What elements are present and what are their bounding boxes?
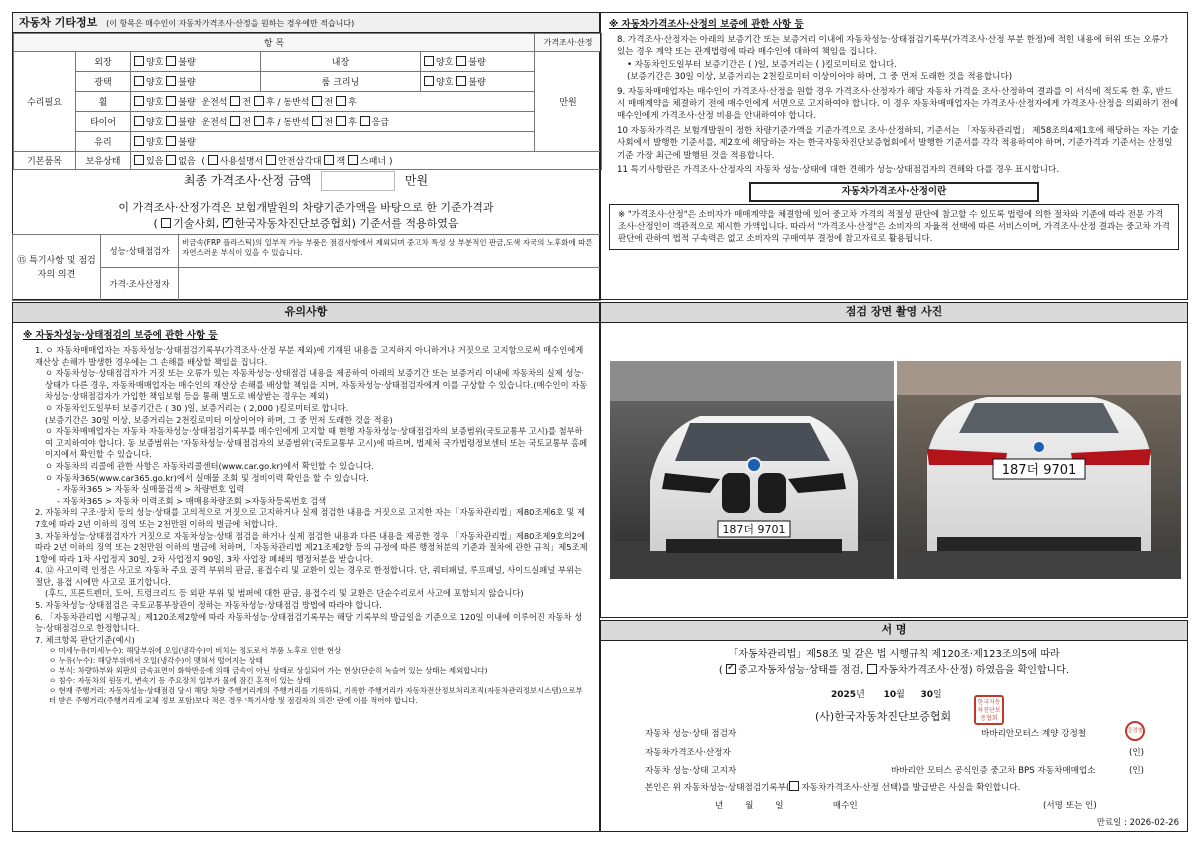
special-notes-table bbox=[12, 234, 601, 301]
row-glass: 유리 bbox=[76, 132, 131, 152]
other-info-title: 자동차 기타정보 bbox=[19, 16, 98, 29]
rear-car-photo bbox=[897, 361, 1181, 579]
row-tire: 타이어 bbox=[76, 112, 131, 132]
notes-item: (후드, 프론트펜더, 도어, 트렁크리드 등 외판 부위 및 범퍼에 대한 판금, 용접수리 및 교환은 단순수리로서 사고에 포함되지 않습니다) bbox=[45, 588, 524, 599]
other-info-table bbox=[13, 33, 602, 170]
signer-row-3: 자동차 성능·상태 고지자 바바리안 모터스 공식인증 중고차 BPS 자동차매매업소 (인) bbox=[645, 766, 1145, 776]
other-info-note: (이 항목은 매수인이 자동차가격조사·산정을 원하는 경우에만 적습니다) bbox=[106, 19, 355, 28]
signer-row-2: 자동차가격조사·산정자 (인) bbox=[645, 748, 1145, 758]
possession-no-checkbox[interactable] bbox=[166, 155, 176, 165]
signature-line1: 「자동차관리법」제58조 및 같은 법 시행규칙 제120조·제123조의5에 따라 bbox=[728, 649, 1060, 660]
front-car-photo bbox=[610, 361, 894, 579]
other-info-section bbox=[12, 12, 600, 300]
kaida-checkbox[interactable] bbox=[223, 218, 233, 228]
gloss-bad-checkbox[interactable] bbox=[166, 76, 176, 86]
notes-item: 5. 자동차성능·상태점검은 국토교통부장관이 정하는 자동차성능·상태점검 방법에 따라야 합니다. bbox=[35, 600, 382, 611]
special-price-label: 가격·조사산정자 bbox=[101, 268, 179, 301]
basis-line-2: ( 기술사회, ✓ 한국자동차진단보증협회) 기준서를 적용하였음 bbox=[13, 215, 599, 231]
rear-plate-text: 187더 9701 bbox=[1001, 463, 1077, 478]
manual-checkbox[interactable] bbox=[208, 155, 218, 165]
front-car-image bbox=[610, 361, 894, 579]
tripod-checkbox[interactable] bbox=[266, 155, 276, 165]
basic-items-label: 기본품목 bbox=[14, 152, 76, 170]
interior-bad-checkbox[interactable] bbox=[456, 56, 466, 66]
notes-section bbox=[12, 302, 600, 832]
interior-good-checkbox[interactable] bbox=[424, 56, 434, 66]
price-unit: 만원 bbox=[535, 52, 602, 152]
glass-options: 양호 불량 bbox=[131, 132, 535, 152]
exterior-options: 양호 불량 bbox=[131, 52, 261, 72]
rear-car-image bbox=[897, 361, 1181, 579]
what-is-price-title: 자동차가격조사·산정이란 bbox=[749, 182, 1039, 202]
signer-row-1: 자동차 성능·상태 점검자 바바리안모터스 계양 강정철 강정철 bbox=[645, 727, 1175, 739]
final-price-input[interactable] bbox=[321, 171, 395, 191]
tire-driver-rear-checkbox[interactable] bbox=[254, 116, 264, 126]
col-item-header: 항 목 bbox=[14, 34, 535, 52]
row-wheel: 휠 bbox=[76, 92, 131, 112]
glass-bad-checkbox[interactable] bbox=[166, 136, 176, 146]
glass-good-checkbox[interactable] bbox=[134, 136, 144, 146]
exterior-bad-checkbox[interactable] bbox=[166, 56, 176, 66]
final-price-unit: 만원 bbox=[404, 173, 429, 188]
what-is-price-box: ※ "가격조사·산정"은 소비자가 매매계약을 체결함에 있어 중고차 가격의 적절성 판단에 참고할 수 있도록 법령에 의한 절차와 기준에 따라 전문 가격조사·산정인이 객관적으로 제시한 가액입니다. 따라서 "가격조사·산정"은 소비자의 자율적 선택에 따른 서비스이며, 가격조사·산정 결과는 중고차 가격판단에 관하여 법적 구속력은 없고 소비자의 구매여부 결정에 참고자료로 활용됩니다. bbox=[609, 204, 1179, 250]
row-room-cleaning: 룸 크리닝 bbox=[261, 72, 421, 92]
criteria-item: ㅇ 미세누유(미세누수): 해당부위에 오일(냉각수)이 비치는 정도로서 부품 노후로 인한 현상 bbox=[49, 646, 342, 656]
notes-item: 7. 체크항목 판단기준(예시) bbox=[35, 634, 135, 645]
notes-item: 6. 「자동차관리법 시행규칙」제120조제2항에 따라 자동차성능·상태점검기록부는 해당 기록부의 발급일을 기준으로 120일 이내에 이루어진 자동차 성능·상태점검으로 한정합니다. bbox=[35, 611, 583, 634]
interior-options: 양호 불량 bbox=[421, 52, 535, 72]
tire-good-checkbox[interactable] bbox=[134, 116, 144, 126]
criteria-item: ㅇ 현재 주행거리: 자동차성능·상태점검 당시 해당 차량 주행거리계의 주행거리를 기록하되, 기록한 주행거리가 자동차전산정보처리조직(자동차관리정보시스템)으로부터 받은 주행거리(주행거리계 교체 정보 포함)보다 적은 경우 '특기사항 및 점검자의 의견' 란에 이를 적어야 합니다. bbox=[49, 686, 583, 706]
inspector-seal: 강정철 bbox=[1125, 721, 1145, 741]
notes-item: 1. ㅇ 자동차매매업자는 자동차성능·상태점검기록부(가격조사·산정 부분 제외)에 기재된 내용을 고지하지 아니하거나 거짓으로 고지함으로써 매수인에게 재산상 손해가 발생한 경우에는 그 손해를 배상할 책임을 집니다. bbox=[35, 345, 584, 367]
tire-passenger-front-checkbox[interactable] bbox=[312, 116, 322, 126]
photos-title: 점검 장면 촬영 사진 bbox=[601, 303, 1187, 323]
possession-yes-checkbox[interactable] bbox=[134, 155, 144, 165]
guarantee-p8b: • 자동차인도일부터 보증기간은 ( )일, 보증거리는 ( )킬로미터로 합니다. bbox=[627, 59, 897, 70]
other-info-header bbox=[13, 13, 599, 33]
photos-section bbox=[600, 302, 1188, 618]
notes-item: - 자동차365 > 자동차 실매물검색 > 차량번호 입력 bbox=[57, 484, 245, 495]
notes-item: ㅇ 자동차의 리콜에 관한 사항은 자동차리콜센터(www.car.go.kr)에서 확인할 수 있습니다. bbox=[45, 460, 374, 471]
row-exterior: 외장 bbox=[76, 52, 131, 72]
notes-title: 유의사항 bbox=[13, 303, 599, 323]
final-price-label: 최종 가격조사·산정 금액 bbox=[183, 173, 312, 188]
receipt-line: 본인은 위 자동차성능·상태점검기록부( 자동차가격조사·산정 선택)를 발급받은 사실을 확인합니다. bbox=[645, 783, 1021, 793]
notes-item: ㅇ 자동차성능·상태점검자가 거짓 또는 오류가 있는 자동차성능·상태점검 내용을 제공하여 아래의 보증기간 또는 보증거리 이내에 자동차의 실제 성능·상태가 다른 경우, 자동차매매업자는 매수인의 재산상 손해를 배상할 책임을 지며, 자동차성능·상태점검자에게 이를 구상할 수 있습니다.(매수인이 자동차성능·상태점검자가 가입한 책임보험 등을 통해 별도로 배상받는 경우는 제외) bbox=[45, 368, 588, 402]
buyer-line: 년 월 일 매수인 (서명 또는 인) bbox=[715, 801, 1097, 811]
basis-line-1: 이 가격조사·산정가격은 보험개발원의 차량기준가액을 바탕으로 한 기준가격과 bbox=[118, 201, 494, 214]
gloss-options: 양호 불량 bbox=[131, 72, 261, 92]
price-guarantee-section bbox=[600, 12, 1188, 300]
tire-bad-checkbox[interactable] bbox=[166, 116, 176, 126]
notes-list bbox=[23, 345, 589, 706]
col-price-header: 가격조사·산정 bbox=[535, 34, 602, 52]
tire-passenger-rear-checkbox[interactable] bbox=[336, 116, 346, 126]
wheel-options: 양호 불량 운전석 전 후 / 동반석 전 후 bbox=[131, 92, 535, 112]
wheel-bad-checkbox[interactable] bbox=[166, 96, 176, 106]
tire-options: 양호 불량 운전석 전 후 / 동반석 전 후 응급 bbox=[131, 112, 535, 132]
special-perf-text: 비금속(FRP 플라스틱)의 일부적 가능 부품은 점검사항에서 제외되며 중고차 특성 상 부분적인 판금,도색 자국의 노후화에 따른 자연스러운 부식이 있을 수 있습니다. bbox=[179, 235, 601, 268]
spanner-checkbox[interactable] bbox=[348, 155, 358, 165]
receipt-price-checkbox[interactable] bbox=[789, 781, 799, 791]
criteria-item: ㅇ 부식: 차량하부와 외판의 금속표면이 화학반응에 의해 금속이 아닌 상태로 상실되어 가는 현상(단순히 녹슬어 있는 상태는 제외합니다) bbox=[49, 666, 488, 676]
guarantee-p8: 8. 가격조사·산정자는 아래의 보증기간 또는 보증거리 이내에 자동차성능·상태점검기록부(가격조사·산정 부분 한정)에 적힌 내용에 허위 또는 오류가 있는 경우 계약 또는 관계법령에 따라 매수인에 대하여 책임을 집니다. bbox=[617, 35, 1169, 58]
tire-driver-front-checkbox[interactable] bbox=[230, 116, 240, 126]
technician-society-checkbox[interactable] bbox=[161, 218, 171, 228]
tire-emergency-checkbox[interactable] bbox=[360, 116, 370, 126]
special-notes-label: ⑮ 특기사항 및 점검자의 의견 bbox=[13, 235, 101, 301]
notes-item: ㅇ 자동차365(www.car365.go.kr)에서 실매물 조회 및 정비이력 확인을 할 수 있습니다. bbox=[45, 472, 369, 483]
final-price-row bbox=[13, 171, 599, 191]
jack-checkbox[interactable] bbox=[324, 155, 334, 165]
criteria-item: ㅇ 침수: 자동차의 원동기, 변속기 등 주요장치 일부가 물에 잠긴 흔적이 있는 상태 bbox=[49, 676, 311, 686]
signature-section bbox=[600, 620, 1188, 832]
wheel-driver-rear-checkbox[interactable] bbox=[254, 96, 264, 106]
criteria-item: ㅇ 누유(누수): 해당부위에서 오일(냉각수)이 맺혀서 떨어지는 상태 bbox=[49, 656, 263, 666]
signature-title: 서 명 bbox=[601, 621, 1187, 641]
special-price-text[interactable] bbox=[179, 268, 601, 301]
front-plate-text: 187더 9701 bbox=[722, 523, 786, 536]
wheel-passenger-front-checkbox[interactable] bbox=[312, 96, 322, 106]
signature-line2: ( ✓중고자동차성능·상태를 점검, 자동차가격조사·산정) 하였음을 확인합니다. bbox=[601, 661, 1187, 676]
gloss-good-checkbox[interactable] bbox=[134, 76, 144, 86]
performance-check-checkbox[interactable] bbox=[726, 664, 736, 674]
criteria-list bbox=[35, 646, 589, 706]
room-cleaning-bad-checkbox[interactable] bbox=[456, 76, 466, 86]
room-cleaning-options: 양호 불량 bbox=[421, 72, 535, 92]
org-stamp bbox=[974, 695, 1004, 725]
notes-item: ㅇ 자동차인도일부터 보증기간은 ( 30 )일, 보증거리는 ( 2,000 )킬로미터로 합니다. bbox=[45, 402, 349, 413]
notes-item: ㅇ 자동차매매업자는 자동차 자동차성능·상태점검기록부를 매수인에게 고지할 때 현행 자동차성능·상태점검자의 보증범위(국토교통부 고시)를 첨부하여 고지하여야 합니다. 동 보증범위는 '자동차성능·상태점검자의 보증범위'(국토교통부 고시)에 따르며, 법제처 국가법령정보센터 또는 국토교통부 홈페이지에서 확인할 수 있습니다. bbox=[45, 426, 588, 460]
notes-item: 4. ⑫ 사고이력 인정은 사고로 자동차 주요 골격 부위의 판금, 용접수리 및 교환이 있는 경우로 한정합니다. 단, 쿼터패널, 루프패널, 사이드실패널 부위는 절단, 용접 시에만 사고로 표기합니다. bbox=[35, 565, 583, 587]
notes-item: - 자동차365 > 자동차 이력조회 > 매매용차량조회 >자동차등록번호 검색 bbox=[57, 495, 327, 506]
room-cleaning-good-checkbox[interactable] bbox=[424, 76, 434, 86]
notes-body bbox=[13, 323, 599, 710]
guarantee-p9: 9. 자동차매매업자는 매수인이 가격조사·산정을 원할 경우 가격조사·산정자가 해당 자동차 가격을 조사·산정하여 결과를 이 서식에 적도록 한 후, 반드시 매매계약을 체결하기 전에 매수인에게 서면으로 고지하여야 합니다. 이 경우 자동차매매업자는 가격조사·산정자에게 가격조사·산정을 의뢰하기 전에 매수인에게 가격조사·산정 비용을 안내하여야 합니다. bbox=[617, 86, 1179, 122]
exterior-good-checkbox[interactable] bbox=[134, 56, 144, 66]
notes-item: 2. 자동차의 구조·장치 등의 성능·상태를 고의적으로 거짓으로 고지하거나 실제 점검한 내용을 거짓으로 고지한 자는「자동차관리법」제80조제6호 및 제7호에 따라 2년 이하의 징역 또는 2천만원 이하의 벌금에 처합니다. bbox=[35, 507, 586, 529]
signature-date: 2025년 10월 30일 bbox=[831, 690, 942, 700]
wheel-good-checkbox[interactable] bbox=[134, 96, 144, 106]
org-stamp-text: 한국자동차진단보증협회 bbox=[977, 699, 1001, 722]
row-interior: 내장 bbox=[261, 52, 421, 72]
notes-item: (보증기간은 30일 이상, 보증거리는 2천킬로미터 이상이어야 하며, 그 중 먼저 도래한 것을 적용) bbox=[45, 414, 393, 425]
special-perf-label: 성능·상태점검자 bbox=[101, 235, 179, 268]
wheel-driver-front-checkbox[interactable] bbox=[230, 96, 240, 106]
expiry-date: 만료일 : 2026-02-26 bbox=[1096, 818, 1179, 828]
price-check-checkbox[interactable] bbox=[867, 664, 877, 674]
guarantee-p11: 11 특기사항란은 가격조사·산정자의 자동차 성능·상태에 대한 견해가 성능·상태점검자의 견해와 다를 경우 표시합니다. bbox=[617, 165, 1060, 176]
guarantee-p8c: (보증기간은 30일 이상, 보증거리는 2천킬로미터 이상이어야 하며, 그 중 먼저 도래한 것을 적용합니다) bbox=[627, 72, 1013, 83]
possession-label: 보유상태 bbox=[76, 152, 131, 170]
notes-heading: ※ 자동차성능·상태점검의 보증에 관한 사항 등 bbox=[23, 330, 218, 341]
notes-item: 3. 자동차성능·상태점검자가 거짓으로 자동차성능·상태 점검을 하거나 실제 점검한 내용과 다른 내용을 제공한 경우 「자동차관리법」제80조제9호의2에 따라 2년 이하의 징역 또는 2천만원 이하의 벌금에 처하며,「자동차관리법 제21조제2항 등의 규정에 따른 행정처분의 기준과 절차에 관한 규칙」제5조제1항에 따라 1차 사업정지 30일, 2차 사업정지 90일, 3차 사업장 폐쇄의 행정처분을 받습니다. bbox=[35, 530, 588, 564]
guarantee-p10: 10 자동차가격은 보험개발원이 정한 차량기준가액을 기준가격으로 조사·산정하되, 기준서는 「자동차관리법」 제58조의4제1호에 해당하는 자는 기술사회에서 발행한 기준서를, 제2호에 해당하는 자는 한국자동차진단보증협회에서 발행한 기준서를 각각 적용하여야 하며, 기준가격과 기준서는 산정일 기준 가장 최근에 발행된 것을 적용합니다. bbox=[617, 125, 1179, 161]
repair-group-label: 수리필요 bbox=[14, 52, 76, 152]
price-guarantee-title: ※ 자동차가격조사·산정의 보증에 관한 사항 등 bbox=[609, 19, 804, 30]
possession-options: 있음 없음 ( 사용설명서 안전삼각대 잭 스패너 ) bbox=[131, 152, 602, 170]
signature-org: (사)한국자동차진단보증협회 bbox=[815, 710, 952, 723]
row-gloss: 광택 bbox=[76, 72, 131, 92]
wheel-passenger-rear-checkbox[interactable] bbox=[336, 96, 346, 106]
